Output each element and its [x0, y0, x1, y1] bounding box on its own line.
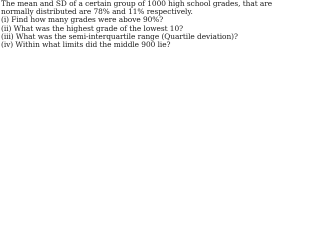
question-list [1, 15, 238, 50]
problem-statement [1, 0, 273, 17]
statement-line-2: normally distributed are 78% and 11% respectively. [1, 7, 193, 17]
question-iv: (iv) Within what limits did the middle 900 lie? [1, 40, 171, 50]
problem-text [1, 0, 273, 50]
question-iii: (iii) What was the semi-interquartile range (Quartile deviation)? [1, 31, 238, 41]
statement-line-1: The mean and SD of a certain group of 1000 high school grades, that are [1, 0, 273, 8]
question-i: (i) Find how many grades were above 90%? [1, 15, 164, 25]
question-ii: (ii) What was the highest grade of the lowest 10? [1, 23, 184, 33]
